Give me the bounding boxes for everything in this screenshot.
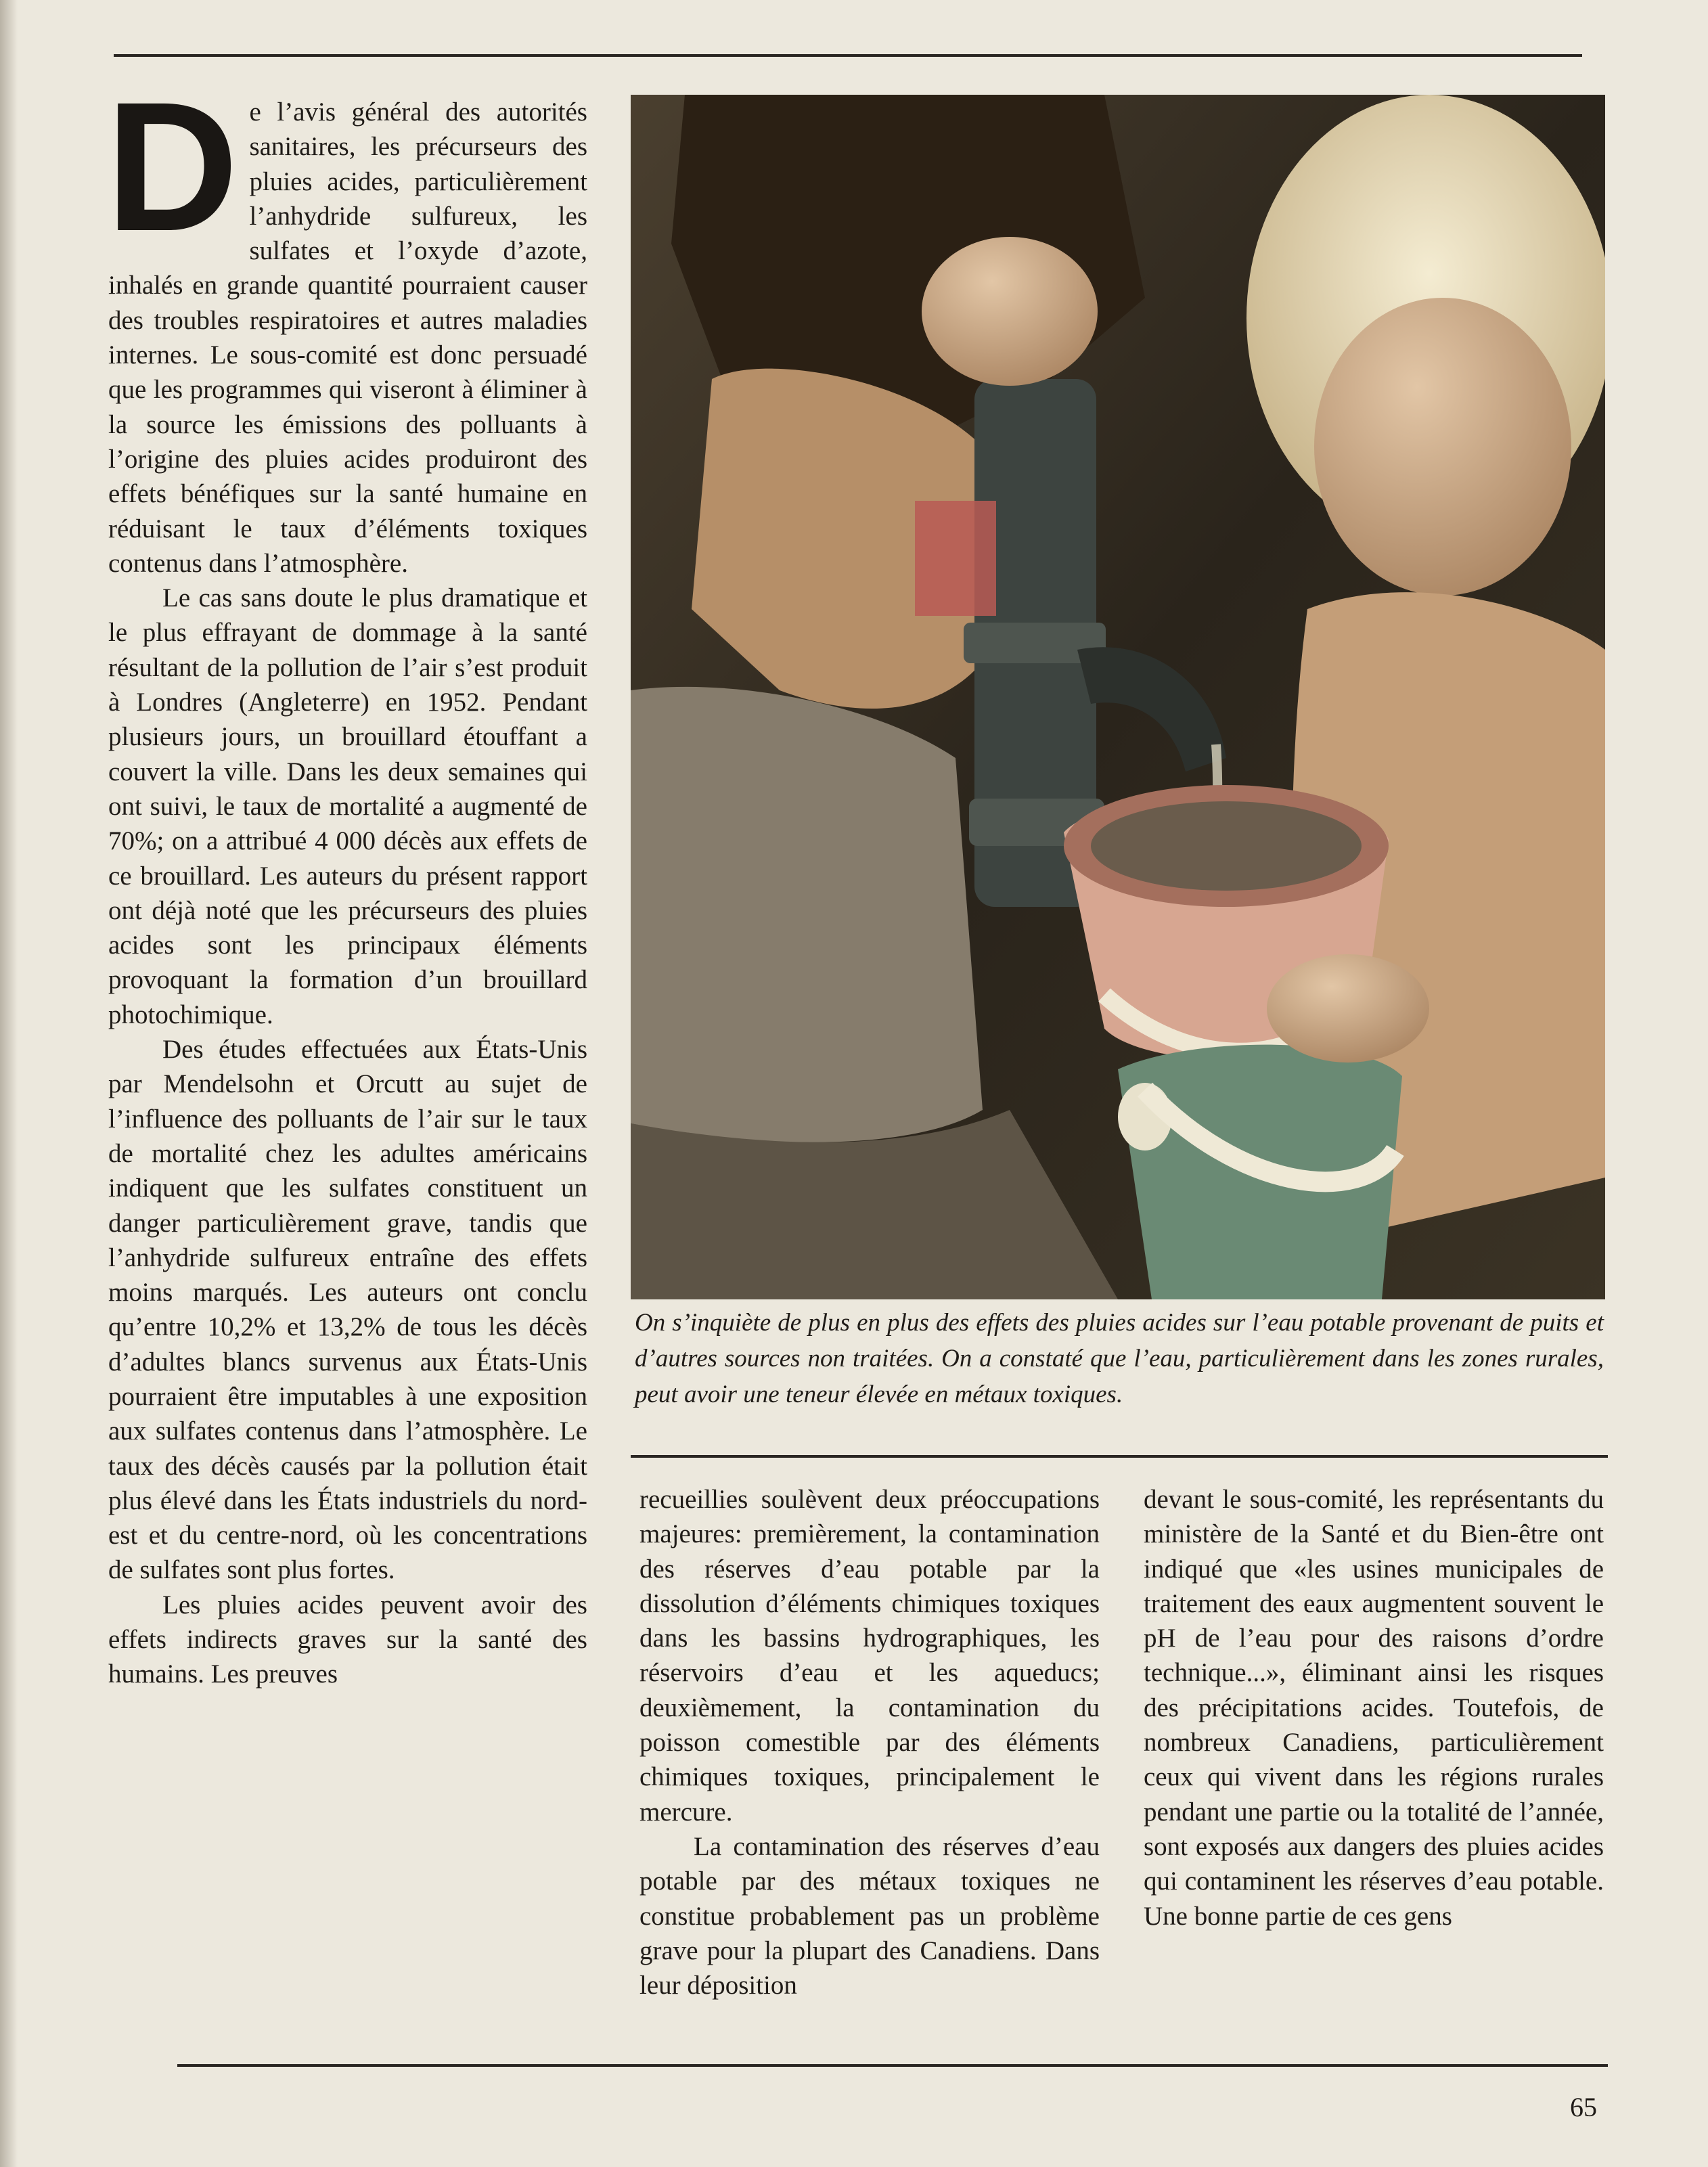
paragraph-6: La contamination des réserves d’eau potable par des métaux toxiques ne constitue probablement pas un problème grave pour la plupart des Canadiens. Dans leur déposition xyxy=(639,1831,1100,2001)
paragraph-7: devant le sous-comité, les représentants du ministère de la Santé et du Bien-être ont indiqué que «les usines municipales de traitement des eaux augmentent souvent le pH de l’eau pour des raisons d’ordre technique...», éliminant ainsi les risques des précipitations acides. Toutefois, de nombreux Canadiens, particulièrement ceux qui vivent dans les régions rurales pendant une partie ou la totalité de l’année, sont exposés aux dangers des pluies acides qui contaminent les réserves d’eau potable. Une bonne partie de ces gens xyxy=(1144,1485,1604,1931)
page-number: 65 xyxy=(1570,2092,1597,2122)
middle-text-column xyxy=(639,1482,1100,2003)
paragraph-5: recueillies soulèvent deux préoccupations majeures: premièrement, la contamination des réserves d’eau potable par la dissolution d’éléments chimiques toxiques dans les bassins hydrographiques, les réservoirs d’eau et les aqueducs; deuxièmement, la contamination du poisson comestible par des éléments chimiques toxiques, principalement le mercure. xyxy=(639,1485,1100,1827)
bottom-rule xyxy=(177,2064,1608,2067)
paragraph-1 xyxy=(106,64,587,581)
paragraph-1-text: e l’avis général des autorités sanitaires, les précurseurs des pluies acides, particulièrement l’anhydride sulfureux, les sulfates et l’oxyde d’azote, inhalés en grande quantité pourraient causer des troubles respiratoires et autres maladies internes. Le sous-comité est donc persuadé que les programmes qui viseront à éliminer à la source les émissions des polluants à l’origine des pluies acides produiront des effets bénéfiques sur la santé humaine en réduisant le taux d’éléments toxiques contenus dans l’atmosphère. xyxy=(108,97,587,578)
top-rule xyxy=(114,54,1582,57)
paragraph-3: Des études effectuées aux États-Unis par Mendelsohn et Orcutt au sujet de l’influence des polluants de l’air sur le taux de mortalité chez les adultes américains indiquent que les sulfates constituent un danger particulièrement grave, tandis que l’anhydride sulfureux entraîne des effets moins marqués. Les auteurs ont conclu qu’entre 10,2% et 13,2% de tous les décès d’adultes blancs survenus aux États-Unis pourraient être imputables à une exposition aux sulfates contenus dans l’atmosphère. Le taux des décès causés par la pollution était plus élevé dans les États industriels du nord-est et du centre-nord, où les concentrations de sulfates sont plus fortes. xyxy=(108,1035,587,1585)
drop-cap: D xyxy=(106,64,239,269)
paragraph-2: Le cas sans doute le plus dramatique et le plus effrayant de dommage à la santé résultant de la pollution de l’air s’est produit à Londres (Angleterre) en 1952. Pendant plusieurs jours, un brouillard étouffant a couvert la ville. Dans les deux semaines qui ont suivi, le taux de mortalité a augmenté de 70%; on a attribué 4 000 décès aux effets de ce brouillard. Les auteurs du présent rapport ont déjà noté que les précurseurs des pluies acides sont les principaux éléments provoquant la formation d’un brouillard photochimique. xyxy=(108,583,587,1029)
page-spine-shadow xyxy=(0,0,18,2167)
photo-children-water-pump xyxy=(631,95,1605,1299)
photo-caption: On s’inquiète de plus en plus des effets des pluies acides sur l’eau potable provenant de puits et d’autres sources non traitées. On a constaté que l’eau, particulièrement dans les zones rurales, peut avoir une teneur élevée en métaux toxiques. xyxy=(635,1309,1604,1408)
caption-rule xyxy=(631,1455,1608,1458)
right-text-column xyxy=(1144,1482,1604,1934)
left-text-column xyxy=(106,64,587,1692)
paragraph-4: Les pluies acides peuvent avoir des effets indirects graves sur la santé des humains. Les preuves xyxy=(108,1590,587,1689)
